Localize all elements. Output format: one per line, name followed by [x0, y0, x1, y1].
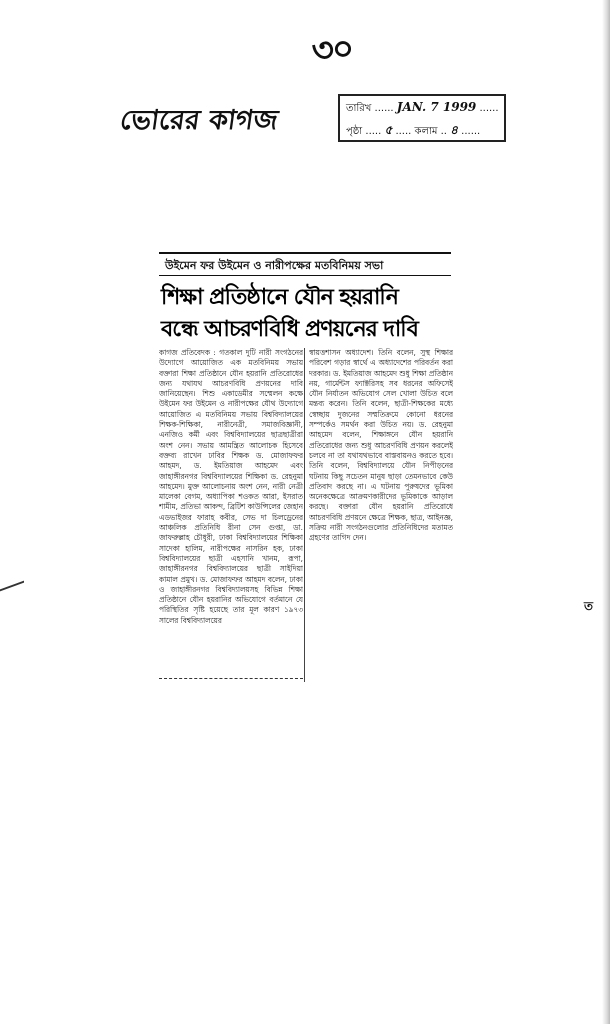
article-column-left: কাগজ প্রতিবেদক : গতকাল দুটি নারী সংগঠনের উদ্যোগে আয়োজিত এক মতবিনিময় সভায় বক্তারা শিক্ষা প্রতিষ্ঠানে যৌন হয়রানি প্রতিরোধের জন্য যথাযথ আচরণবিধি প্রণয়নের দাবি জানিয়েছেন। শিশু একাডেমীর সম্মেলন কক্ষে উইমেন ফর উইমেন ও নারীপক্ষের যৌথ উদ্যোগে আয়োজিত এ মতবিনিময় সভায় বিশ্ববিদ্যালয়ের শিক্ষক-শিক্ষিকা, নারীনেত্রী, সমাজবিজ্ঞানী, এনজিও কর্মী এবং বিশ্ববিদ্যালয়ের ছাত্রছাত্রীরা অংশ নেন। সভায় আমন্ত্রিত আলোচক হিসেবে বক্তব্য রাখেন ঢাবির শিক্ষক ড. মোজাফফর আহমদ, ড. ইমতিয়াজ আহমেদ এবং জাহাঙ্গীরনগর বিশ্ববিদ্যালয়ের শিক্ষিকা ড. রেহনুমা আহমেদ। মুক্ত আলোচনায় অংশ নেন, নারী নেত্রী মালেকা বেগম, অধ্যাপিকা শওকত আরা, ইসরাত শামীম, প্রতিভা আকন্দ, ব্রিটিশ কাউন্সিলের জেহান এডভাইজর ফারাহ কবীর, সেভ দা চিলড্রেনের আঞ্চলিক প্রতিনিধি রীনা সেন গুপ্তা, ডা. জাফরুল্লাহ চৌধুরী, ঢাকা বিশ্ববিদ্যালয়ের শিক্ষিকা সাদেকা হালিম, নারীপক্ষের নাসরিন হক, ঢাকা বিশ্ববিদ্যালয়ের ছাত্রী এহসানি খানম, রূপা, জাহাঙ্গীরনগর বিশ্ববিদ্যালয়ের ছাত্রী সাইদিয়া কামাল প্রমুখ। ড. মোজাফফর আহমদ বলেন, ঢাকা ও জাহাঙ্গীরনগর বিশ্ববিদ্যালয়সহ বিভিন্ন শিক্ষা প্রতিষ্ঠানে যৌন হয়রানির অভিযোগে বর্তমানে যে পরিস্থিতির সৃষ্টি হয়েছে তার মূল কারণ ১৯৭৩ সালের বিশ্ববিদ্যালয়ের [159, 348, 303, 625]
article-kicker: উইমেন ফর উইমেন ও নারীপক্ষের মতবিনিময় সভা [159, 252, 451, 276]
sheet-edge [602, 0, 610, 1024]
newspaper-name: ভোরের কাগজ [118, 105, 280, 136]
stamp-column-value: ৪ [450, 123, 458, 137]
stamp-column-label: কলাম [414, 126, 438, 137]
headline-line-2: বন্ধে আচরণবিধি প্রণয়নের দাবি [161, 316, 418, 342]
headline-line-1: শিক্ষা প্রতিষ্ঠানে যৌন হয়রানি [161, 284, 398, 310]
stamp-date-value: JAN. 7 1999 [396, 100, 477, 114]
margin-mark: ত [584, 599, 594, 613]
clipping-cut-edge [159, 678, 303, 685]
stamp-date-row: তারিখ ...... JAN. 7 1999 ...... [346, 100, 499, 114]
news-clipping [153, 248, 455, 684]
date-stamp [338, 94, 506, 142]
stamp-page-value: ৫ [384, 123, 393, 137]
stamp-page-row: পৃষ্ঠা ..... ৫ ..... কলাম .. ৪ ...... [346, 123, 481, 137]
handwritten-number: ৩০ [310, 28, 354, 72]
paper-tear-mark [0, 581, 24, 682]
article-column-right: স্বায়ত্তশাসন অধ্যাদেশ। তিনি বলেন, সুস্থ শিক্ষার পরিবেশ গড়ার স্বার্থে এ অধ্যাদেশের পরিবর্তন করা দরকার। ড. ইমতিয়াজ আহমেদ শুধু শিক্ষা প্রতিষ্ঠান নয়, গার্মেন্টস ফ্যাক্টরিসহ সব ধরনের অফিসেই যৌন নির্যাতন অভিযোগ সেল খোলা উচিত বলে মন্তব্য করেন। তিনি বলেন, ছাত্রী-শিক্ষকের মধ্যে স্বেচ্ছায় দুজনের সম্মতিক্রমে কোনো ধরনের সম্পর্কেও সমর্থন করা উচিত নয়। ড. রেহনুমা আহমেদ বলেন, শিক্ষাঙ্গনে যৌন হয়রানি প্রতিরোধের জন্য শুধু আচরণবিধি প্রণয়ন করলেই চলবে না তা যথাযথভাবে বাস্তবায়নও করতে হবে। তিনি বলেন, বিশ্ববিদ্যালয়ে যৌন নিপীড়নের ঘটনায় কিছু সচেতন মানুষ ছাড়া তেমনভাবে কেউ প্রতিবাদ করছে না। এ ঘটনায় পুরুষদের ভূমিকা অনেকক্ষেত্রে আক্রমণকারীদের ভূমিকাকে আড়াল করছে। বক্তারা যৌন হয়রানি প্রতিরোধে আচরণবিধি প্রণয়নে ক্ষেত্রে শিক্ষক, ছাত্র, আইনজ্ঞ, সক্রিয় নারী সংগঠনগুলোর প্রতিনিধিদের মতামত গ্রহণের তাগিদ দেন। [309, 348, 453, 543]
stamp-page-label: পৃষ্ঠা [346, 126, 363, 137]
column-divider [304, 348, 305, 682]
stamp-date-label: তারিখ [346, 103, 372, 114]
